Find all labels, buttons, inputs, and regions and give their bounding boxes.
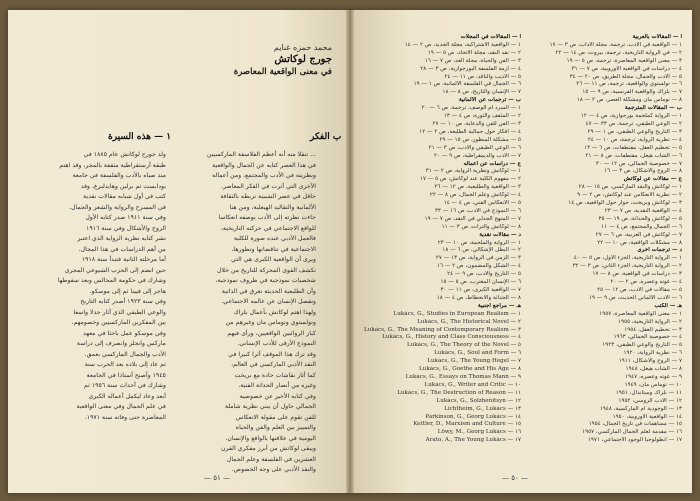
bibliography-entry: ١٤ — الواقعية الأوروبية، ١٩٥٠ xyxy=(612,413,682,420)
bibliography-entry: ٢ — الرواية التاريخية، ١٩٥٥ xyxy=(618,318,682,325)
bibliography-section-heading: ب — ترجمات عن الألمانية xyxy=(458,97,522,104)
text-line: الجمالي حاول أن يبني نظرية شاملة xyxy=(224,403,316,410)
bibliography-entry: ٤ — الواقعية النقدية، ص ٧ — ٢٣ xyxy=(604,207,682,214)
text-column-left xyxy=(46,150,166,470)
bibliography-entry: ٦ — الجمال في الفلسفة الألمانية، ص ١ — ١٩ xyxy=(413,81,522,88)
column-heading-thought: ب الفكر xyxy=(310,132,342,142)
bibliography-entry: ٤ — الشكل والمضمون، ص ٢ — ١٦ xyxy=(436,263,522,270)
text-line: وفي كتابه الأخير عن خصوصية xyxy=(239,392,316,400)
bibliography-entry: ٣ — الزمن في الرواية، ص ١٣ — ٢٧ xyxy=(435,255,522,262)
bibliography-entry: ٦ — الجمال والمجتمع، ص ٤ — ١١ xyxy=(601,223,682,230)
text-line: وفي سنة ١٩٢٣ أصدر كتابه التاريخ xyxy=(80,298,166,305)
text-line: حافل في عصر الشبيبة تربطه بالثقافة xyxy=(220,193,316,200)
bibliography-entry: ١١ — Lukács, G., The Destruction of Reason xyxy=(397,389,522,396)
bibliography-entry: ٦ — الشاب هيغل، مقتطفات، ص ٨ — ٢١ xyxy=(585,152,682,159)
text-line: وشارك في أحداث سنة ١٩٥٦ ثم xyxy=(84,382,166,389)
bibliography-entry: ١ — الواقعية في الأدب، ترجمة، مجلة الآداب، ص ٣ — ١٧ xyxy=(549,41,682,48)
text-line: وتولستوي وتوماس مان وغيرهم من xyxy=(225,319,316,326)
text-line: منذ صباه بالأدب والفلسفة في جامعة xyxy=(72,172,166,179)
bibliography-entry: ١٣ — Lichtheim, G., Lukács xyxy=(444,405,522,412)
bibliography-entry: ١٦ — Löwy, M., Georg Lukács xyxy=(437,429,522,436)
book-gutter xyxy=(346,10,354,493)
text-line: للفن تقوم على مقولة الانعكاس xyxy=(235,413,316,421)
right-page xyxy=(350,10,692,493)
text-line: في علم الجمال وفي معنى الواقعية xyxy=(76,403,166,410)
bibliography-entry: ٥ — التاريخ والوعي الطبقي، ١٩٢٣ xyxy=(602,342,682,349)
bibliography-entry: ٦ — نظرية الرواية، ١٩٢٠ xyxy=(623,350,682,357)
text-line: الأدب والجمال الماركسي بعمق. xyxy=(84,350,166,358)
text-line: الاجتماعية في تناقضاتها وتطورها. xyxy=(231,245,316,253)
bibliography-entry: ٧ — الروح والأشكال، ١٩١١ xyxy=(618,358,682,365)
bibliography-entry: ٨ — الروح والأشكال، ص ٣ — ١٦ xyxy=(604,168,682,175)
text-line: ولهذا اهتم لوكاتش بأعمال بلزاك xyxy=(233,308,316,316)
text-line: وشارك في حكومة المجالس وبعد سقوطها xyxy=(57,277,166,284)
bibliography-section-heading: ج — مقالات عن لوكاتش xyxy=(623,176,682,183)
bibliography-entry: ١ — معنى الواقعية المعاصرة، ١٩٥٧ xyxy=(599,310,682,317)
page-number-left: — ٥١ — xyxy=(204,474,230,482)
text-line: من أهم الدراسات في هذا المجال. xyxy=(78,245,166,253)
bibliography-entry: ٦ — النموذج في الأدب، ص ١٦ — ٣٣ xyxy=(435,207,522,214)
text-line: والنقد الأدبي على وجه الخصوص. xyxy=(231,466,316,473)
text-line: أما مرحلته الثانية فتبدأ سنة ١٩١٨ xyxy=(81,256,166,263)
bibliography-entry: ٥ — مشكلة المنظور، ص ١٥ — ٢٩ xyxy=(439,136,522,143)
text-line: وغيره من أنصار الحداثة الفنية. xyxy=(238,382,316,389)
text-line: ونظريته في الأدب والمجتمع، ومن أعماله xyxy=(212,172,316,179)
text-line: في هذا العصر كتابه عن الجمال والواقعية xyxy=(212,161,316,169)
text-line: كما أثار نقاشات حادة مع بريخت xyxy=(234,371,316,379)
text-line: وقد ترك هذا الموقف أثرا كبيرا في xyxy=(228,350,316,358)
bibliography-entry: ٦ — تولستوي والواقعية، ترجمة، ص ١١ — ٢٦ xyxy=(576,81,682,88)
bibliography-entry: ٤ — لوكاتش وعلم الجمال، ص ٨ — ٢٢ xyxy=(429,192,522,199)
bibliography-entry: ٢ — المثقف والثورة، ص ٤ — ١٣ xyxy=(443,113,522,120)
bibliography-entry: ٥ — تحطيم العقل، مقتطفات، ص ٦ — ١٣ xyxy=(584,144,682,151)
bibliography-entry: ١٧ — Arato, A., The Young Lukács xyxy=(425,437,522,444)
bibliography-entry: ٢ — نظرية الانعكاس عند لوكاتش، ص ٢ — ٩ xyxy=(577,192,682,199)
bibliography-entry: ٨ — Lukács, G., Goethe and His Age xyxy=(419,366,522,373)
bibliography-section-heading: ب — المقالات المترجمة xyxy=(624,105,682,112)
bibliography-entry: ١٢ — الأدب الروسي، ١٩٥٢ xyxy=(618,397,682,404)
text-line: وفي سنة ١٩١١ صدر كتابه الأول xyxy=(85,214,166,221)
bibliography-entry: ٥ — لوكاتش والحداثة، ص ١٩ — ٣٥ xyxy=(598,215,682,222)
bibliography-entry: ٦ — الأدب الألماني الحديث، ص ٩ — ١٩ xyxy=(589,294,682,301)
bibliography-entry: ٩ — Lukács, G., Essays on Thomas Mann xyxy=(405,373,522,380)
bibliography-entry: ١٠ — توماس مان، ١٩٤٩ xyxy=(624,381,682,388)
bibliography-entry: ٤ — نظرية الرواية، ترجمة، ص ١٠ — ٢٤ xyxy=(587,136,682,143)
page-number-right: — ٥٠ — xyxy=(502,474,528,482)
bibliography-entry: ١٤ — Parkinson, G., Georg Lukács xyxy=(425,413,522,420)
bibliography-entry: ٣ — الواقعية والطليعية، ص ١٢ — ٢٦ xyxy=(434,184,522,191)
bibliography-entry: ٥ — الأدب والجمال، مجلة الطريق، ص ٢٠ — ٣٤ xyxy=(569,73,682,80)
text-line: تكشف القوى المحركة للتاريخ من خلال xyxy=(217,266,316,274)
bibliography-entry: ١٢ — Lukács, G., Solzhenitsyn xyxy=(436,397,522,404)
bibliography-section-heading: د — ترجمات أخرى xyxy=(637,247,682,254)
bibliography-entry: ٧ — Lukács, G., The Young Hegel xyxy=(427,358,522,365)
text-line: المعاصرة حتى وفاته سنة ١٩٧١. xyxy=(84,413,166,421)
bibliography-entry: ٣ — تحطيم العقل، ١٩٥٤ xyxy=(624,326,682,333)
bibliography-entry: ٣ — معنى الواقعية المعاصرة، ترجمة، ص ٥ — ١٩ xyxy=(566,57,682,64)
text-line: ثم عاد إلى بلاده بعد الحرب سنة xyxy=(84,361,166,368)
text-line: الروح والأشكال وفي سنة ١٩١٦ xyxy=(86,224,166,232)
text-column-right xyxy=(176,150,316,480)
bibliography-entry: ١ — الرواية كملحمة بورجوازية، ص ٤ — ١٢ xyxy=(580,113,682,120)
bibliography-entry: ٢ — مفهوم الكلية عند لوكاتش، ص ٥ — ١٧ xyxy=(419,176,522,183)
text-line: ... تنقلا منه أنه أعظم الفلاسفة الماركسيين xyxy=(207,151,316,158)
bibliography-entry: ٧ — الإنسان والتاريخ، ص ٨ — ١٨ xyxy=(442,89,522,96)
bibliography-entry: ٧ — المنهج الجدلي في النقد، ص ٧ — ١٩ xyxy=(424,215,522,222)
text-line: طبقة أرستقراطية مثقفة بالمجر، وقد اهتم xyxy=(59,161,166,169)
text-line: وأن الطليعية الحديثة تغرق في الذاتية xyxy=(221,287,316,295)
text-line: ولد جورج لوكاتش عام ١٨٨٥ في xyxy=(83,151,166,158)
bibliography-entry: ٨ — مشكلات الواقعية، ص ١٠ — ٢٢ xyxy=(597,239,682,246)
bibliography-entry: ٥ — Lukács, G., The Theory of the Novel xyxy=(406,342,522,349)
bibliography-entry: ٧ — الأدب والديمقراطية، ص ٩ — ٢٠ xyxy=(433,152,522,159)
bibliography-entry: ٤ — غوته وعصره، ص ٢ — ٢٠ xyxy=(610,279,682,286)
bibliography-entry: ٧ — لوكاتش في العربية، ص ٦ — ٢٧ xyxy=(595,231,682,238)
bibliography-entry: ٤ — خصوصية الجمالي، ١٩٦٣ xyxy=(613,334,682,341)
bibliography-entry: ١١ — بلزاك وستاندال، ١٩٥١ xyxy=(615,389,682,396)
bibliography-entry: ٧ — بلزاك والواقعية الفرنسية، ص ٩ — ١٥ xyxy=(582,89,682,96)
bibliography-section-heading: ج — دراسات عن أعماله xyxy=(463,160,522,167)
text-line: ويرى أن الواقعية الكبرى هي التي xyxy=(231,256,316,263)
bibliography-section-heading: هـ — مراجع أجنبية xyxy=(477,302,522,309)
text-line: العشرين في الفلسفة وعلم الجمال xyxy=(226,455,316,463)
text-line: في المسرح والرواية والشعر والجمال. xyxy=(69,203,166,211)
text-line: اليومية في علاقتها بالواقع والإنسان. xyxy=(225,434,316,442)
bibliography-entry: ٤ — Lukács, G., History and Class Consciousness xyxy=(382,334,522,341)
text-line: بودابست ثم برلين وهايدلبرغ، وقد xyxy=(80,182,166,190)
bibliography-column-a xyxy=(533,34,682,445)
bibliography-entry: ٦ — Lukács, G., Soul and Form xyxy=(434,350,522,357)
bibliography-entry: ٣ — دراسات في الواقعية، ص ٨ — ١٧ xyxy=(592,271,682,278)
bibliography-entry: ٧ — خصوصية الجمالي، ص ١٢ — ٣٠ xyxy=(595,160,682,167)
left-page xyxy=(8,10,350,493)
bibliography-entry: ٥ — التاريخ والأدب، ص ٩ — ٢٤ xyxy=(447,271,522,278)
bibliography-entry: ٢ — في الرواية التاريخية، ترجمة، بيروت، ص ١٤ — ٢٢ xyxy=(555,49,682,56)
bibliography-entry: ١ — الواقعية الاشتراكية، مجلة الجديد، ص ٢ — ١٤ xyxy=(404,41,522,48)
bibliography-entry: ٣ — لوكاتش وبريخت، حوار حول الواقعية، ص ١٤ xyxy=(568,200,682,207)
text-line: جاءت نظرته إلى الأدب بوصفه انعكاسا xyxy=(218,214,316,221)
text-line: والوعي الطبقي الذي أثار جدلا واسعا xyxy=(73,308,166,316)
bibliography-entry: ٦ — الوعي الطبقي والأدب، ص ٣ — ٢١ xyxy=(428,144,522,151)
text-line: وفي موسكو عمل باحثا في معهد xyxy=(83,329,166,337)
bibliography-entry: ٣ — Lukács, G., The Meaning of Contemporary Realism xyxy=(364,326,522,333)
bibliography-section-heading: أ — المقالات في المجلات xyxy=(460,34,522,40)
bibliography-entry: ٤ — أزمة الفلسفة البورجوازية، ص ٣ — ٢٨ xyxy=(420,65,522,72)
bibliography-entry: ١٥ — مساهمات في تاريخ الجمال، ١٩٥٤ xyxy=(588,421,682,428)
bibliography-entry: ٢ — نقد النقد، مجلة الاتحاد، ص ٥ — ١٩ xyxy=(427,49,522,56)
text-line: أبعد وعاد ليكمل أعماله الكبرى xyxy=(88,392,166,400)
bibliography-entry: ٢ — الرواية التاريخية، الجزء الثاني، ص ٣ — ٣٢ xyxy=(572,263,682,270)
text-line: ويبقى لوكاتش من أبرز مفكري القرن xyxy=(221,445,316,452)
bibliography-entry: ١٠ — Lukács, G., Writer and Critic xyxy=(424,381,522,388)
text-line: كتب في أول شبابه مقالات نقدية xyxy=(83,193,166,200)
bibliography-entry: ١٦ — مقدمة لعلم الجمال الماركسي، ١٩٥٧ xyxy=(582,429,682,436)
text-line: كبار الروائيين الواقعيين، ورأى فيهم xyxy=(227,329,316,337)
bibliography-entry: ١٥ — Kettler, D., Marxism and Culture xyxy=(413,421,522,428)
bibliography-entry: ١٧ — أنطولوجيا الوجود الاجتماعي، ١٩٧١ xyxy=(587,437,682,444)
bibliography-entry: ٨ — الحداثة والانحطاط، ص ٤ — ١٨ xyxy=(436,294,522,301)
text-line: هاجر إلى فيينا ثم إلى موسكو. xyxy=(89,287,166,295)
bibliography-entry: ٣ — الفن للفن والدعاية، ص ١٠ — ٢٧ xyxy=(432,120,522,127)
bibliography-entry: ١ — الرواية والملحمة، ص ١٠ — ٢٣ xyxy=(437,239,522,246)
bibliography-entry: ٩ — غوته وعصره، ١٩٤٧ xyxy=(625,373,682,380)
bibliography-entry: ٥ — الانعكاس الفني، ص ٤ — ١٤ xyxy=(443,200,522,207)
text-line: ماركس وانجلز وانصرف إلى دراسة xyxy=(76,340,166,347)
bibliography-entry: ٨ — الشاب هيغل، ١٩٤٨ xyxy=(625,366,682,373)
bibliography-section-heading: أ — المقالات بالعربية xyxy=(632,34,682,40)
article-title: جورج لوكاتش xyxy=(274,54,332,65)
text-line: وتفصل الإنسان عن عالمه الاجتماعي. xyxy=(221,298,316,305)
bibliography-entry: ١ — لوكاتش والنقد الماركسي، ص ١٥ — ٢٨ xyxy=(578,184,682,191)
bibliography-entry: ١ — السرد أم الوصف، ترجمة، ص ٦ — ٢٠ xyxy=(421,105,522,112)
text-line: نشر كتابه نظرية الرواية الذي اعتبر xyxy=(77,235,166,242)
bibliography xyxy=(364,34,682,470)
text-line: الأخرى التي أثرت في الفكر المعاصر. xyxy=(221,182,316,190)
bibliography-entry: ١ — الرواية التاريخية، الجزء الأول، ص ٥ — ٤٠ xyxy=(573,255,682,262)
author-name: محمد حمزه غنايم xyxy=(273,43,332,52)
column-heading-biography: ١ — هذه السيرة xyxy=(108,132,172,142)
bibliography-entry: ٥ — مقالات في الأدب، ص ١٢ — ٢٥ xyxy=(597,287,682,293)
bibliography-entry: ١ — لوكاتش ونظرية الرواية، ص ٢ — ٣١ xyxy=(425,168,522,175)
bibliography-entry: ٨ — لوكاتش والتراث، ص ٣ — ١١ xyxy=(441,223,522,230)
bibliography-entry: ٣ — التاريخ والوعي الطبقي، ص ١ — ٢٩ xyxy=(587,128,682,135)
bibliography-entry: ١٣ — الوجودية أم الماركسية، ١٩٤٨ xyxy=(599,405,682,412)
bibliography-column-b xyxy=(364,34,521,445)
bibliography-entry: ٤ — دراسات في الواقعية الأوروبية، ص ٧ — ٣١ xyxy=(571,65,682,72)
article-header xyxy=(172,42,332,78)
text-line: النقد الأدبي الماركسي في العالم، xyxy=(231,361,316,368)
text-line: النموذج الأرقى للأدب الإنساني. xyxy=(237,340,316,347)
text-line: ١٩٤٥ وأصبح أستاذا في الجامعة xyxy=(86,371,166,379)
bibliography-entry: ٢ — البطل الإشكالي، ص ٦ — ١٨ xyxy=(442,247,522,254)
bibliography-entry: ٢ — Lukács, G., The Historical Novel xyxy=(417,318,522,325)
bibliography-entry: ٢ — الوعي الطبقي، ترجمة، ص ٣٣ — ٤٧ xyxy=(585,120,682,127)
bibliography-entry: ٨ — توماس مان ومشكلة العصر، ص ٢ — ١٨ xyxy=(576,97,682,104)
text-line: للواقع الاجتماعي في حركته التاريخية، xyxy=(221,224,316,232)
bibliography-section-heading: هـ — الكتب xyxy=(654,302,682,309)
text-line: شخصيات نموذجية في ظروف نموذجية، xyxy=(215,277,316,284)
bibliography-entry: ٤ — أفكار حول جمالية الطليعة، ص ٢ — ١٢ xyxy=(419,128,522,135)
bibliography-entry: ٧ — الواقعية الكبرى، ص ١١ — ٣٠ xyxy=(440,287,522,293)
bibliography-section-heading: د — مقالات نقدية xyxy=(479,231,522,238)
text-line: حين انضم إلى الحزب الشيوعي المجري xyxy=(64,266,166,274)
text-line: بين المفكرين الماركسيين وخصومهم. xyxy=(71,319,166,326)
bibliography-entry: ٥ — الأديب والناقد، ص ١١ — ٢٤ xyxy=(444,73,522,80)
text-line: والتمييز بين العلم والفن والحياة xyxy=(235,424,316,431)
article-subtitle: في معنى الواقعية المعاصرة xyxy=(233,67,332,77)
bibliography-entry: ٣ — الفن والحياة، مجلة الغد، ص ٧ — ١٦ xyxy=(424,57,522,64)
bibliography-entry: ١ — Lukács, G., Studies in European Realism xyxy=(393,310,522,317)
bibliography-entry: ٦ — الإنسان المغترب، ص ٥ — ١٥ xyxy=(440,279,522,286)
text-line: فالعمل الأدبي عنده صورة للكلية xyxy=(233,235,316,242)
text-line: الألمانية والتقاليد الهيغلية، ومن هنا xyxy=(229,203,316,211)
